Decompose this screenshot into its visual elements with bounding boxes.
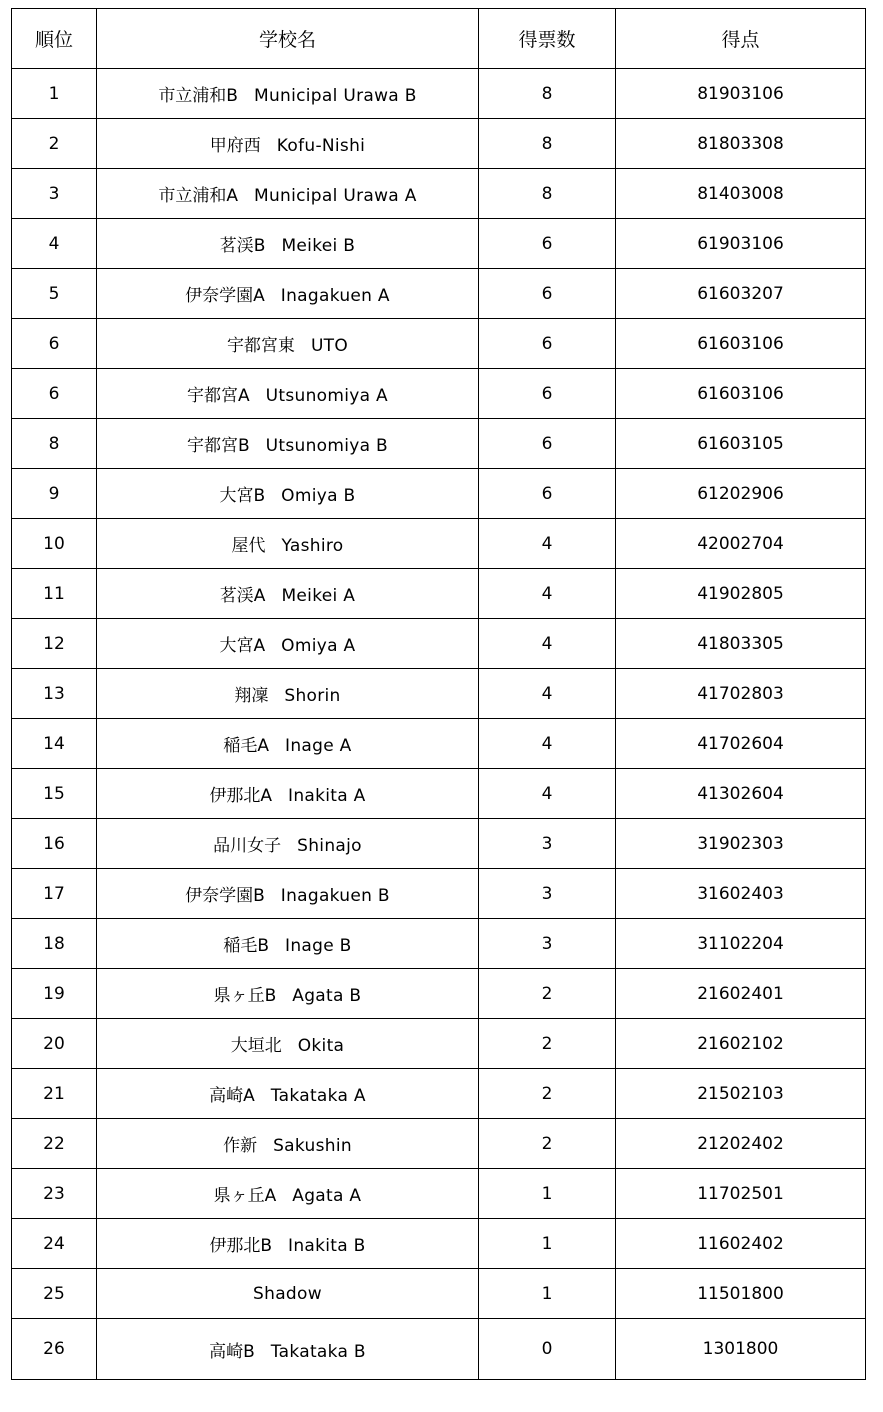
school-name-english: UTO	[310, 336, 349, 356]
score-cell: 42002704	[616, 519, 866, 569]
school-name-cell	[97, 1319, 479, 1380]
school-name-japanese: 作新	[223, 1136, 258, 1156]
school-name-english: Agata A	[292, 1186, 362, 1206]
table-body	[12, 69, 866, 1380]
votes-cell: 3	[479, 869, 616, 919]
score-cell: 61603207	[616, 269, 866, 319]
school-name-japanese: 市立浦和B	[158, 86, 238, 106]
rank-cell: 15	[12, 769, 97, 819]
score-cell: 21202402	[616, 1119, 866, 1169]
header-school-name: 学校名	[97, 9, 479, 69]
school-name-english: Agata B	[292, 986, 362, 1006]
table-row	[12, 569, 866, 619]
school-name-english: Meikei A	[281, 586, 356, 606]
rank-cell: 24	[12, 1219, 97, 1269]
school-name-english: Inage A	[285, 736, 352, 756]
score-cell: 61603106	[616, 319, 866, 369]
school-name-cell	[97, 519, 479, 569]
table-row	[12, 119, 866, 169]
table-row	[12, 369, 866, 419]
school-name-japanese: 伊那北B	[209, 1236, 273, 1256]
school-name-japanese: 高崎B	[209, 1341, 255, 1362]
table-row	[12, 719, 866, 769]
rank-cell: 3	[12, 169, 97, 219]
school-name-english: Yashiro	[281, 536, 344, 556]
votes-cell: 6	[479, 319, 616, 369]
header-score: 得点	[616, 9, 866, 69]
school-name-cell	[97, 1069, 479, 1119]
school-name-japanese: 伊那北A	[209, 786, 273, 806]
rank-cell: 2	[12, 119, 97, 169]
school-name-english: Utsunomiya A	[265, 386, 388, 406]
school-name-cell	[97, 419, 479, 469]
rank-cell: 23	[12, 1169, 97, 1219]
votes-cell: 6	[479, 219, 616, 269]
school-name-cell	[97, 219, 479, 269]
school-name-cell	[97, 469, 479, 519]
school-name-cell	[97, 819, 479, 869]
header-rank: 順位	[12, 9, 97, 69]
rank-cell: 1	[12, 69, 97, 119]
rank-cell: 9	[12, 469, 97, 519]
school-name-english: Shadow	[253, 1283, 322, 1304]
votes-cell: 1	[479, 1219, 616, 1269]
score-cell: 31602403	[616, 869, 866, 919]
votes-cell: 8	[479, 169, 616, 219]
rank-cell: 5	[12, 269, 97, 319]
score-cell: 31102204	[616, 919, 866, 969]
table-row	[12, 419, 866, 469]
score-cell: 61903106	[616, 219, 866, 269]
school-name-english: Municipal Urawa A	[253, 186, 417, 206]
school-name-cell	[97, 119, 479, 169]
score-cell: 11501800	[616, 1269, 866, 1319]
votes-cell: 3	[479, 819, 616, 869]
school-name-english: Takataka B	[270, 1341, 366, 1362]
votes-cell: 6	[479, 469, 616, 519]
rank-cell: 14	[12, 719, 97, 769]
school-name-japanese: 稲毛A	[223, 736, 270, 756]
score-cell: 11602402	[616, 1219, 866, 1269]
table-row	[12, 469, 866, 519]
school-name-japanese: 高崎A	[209, 1086, 255, 1106]
school-name-cell	[97, 169, 479, 219]
school-name-japanese: 屋代	[231, 536, 266, 556]
school-name-japanese: 甲府西	[209, 136, 261, 156]
table-row	[12, 69, 866, 119]
votes-cell: 4	[479, 769, 616, 819]
school-name-cell	[97, 69, 479, 119]
school-name-english: Inakita B	[288, 1236, 366, 1256]
rank-cell: 19	[12, 969, 97, 1019]
school-name-english: Inagakuen B	[280, 886, 390, 906]
votes-cell: 2	[479, 1069, 616, 1119]
rank-cell: 18	[12, 919, 97, 969]
votes-cell: 6	[479, 269, 616, 319]
table-row	[12, 519, 866, 569]
score-cell: 41902805	[616, 569, 866, 619]
school-name-japanese: 大宮A	[219, 636, 266, 656]
school-name-english: Shorin	[284, 686, 341, 706]
votes-cell: 4	[479, 519, 616, 569]
school-name-japanese: 翔凜	[234, 686, 269, 706]
school-name-japanese: 宇都宮A	[187, 386, 250, 406]
school-name-japanese: 県ヶ丘A	[213, 1186, 277, 1206]
rank-cell: 4	[12, 219, 97, 269]
votes-cell: 2	[479, 1119, 616, 1169]
table-row	[12, 819, 866, 869]
school-name-japanese: 県ヶ丘B	[213, 986, 277, 1006]
table-row	[12, 969, 866, 1019]
table-row	[12, 219, 866, 269]
table-row	[12, 269, 866, 319]
school-name-english: Inagakuen A	[280, 286, 390, 306]
school-name-english: Kofu-Nishi	[276, 136, 366, 156]
school-name-english: Shinajo	[297, 836, 362, 856]
table-row	[12, 319, 866, 369]
school-name-cell	[97, 619, 479, 669]
school-name-japanese: 大垣北	[230, 1036, 282, 1056]
school-name-cell	[97, 769, 479, 819]
rank-cell: 20	[12, 1019, 97, 1069]
school-name-japanese: 宇都宮東	[226, 336, 295, 356]
table-row	[12, 769, 866, 819]
votes-cell: 3	[479, 919, 616, 969]
table-header-row	[12, 9, 866, 69]
school-name-english: Utsunomiya B	[265, 436, 388, 456]
score-cell: 41302604	[616, 769, 866, 819]
school-name-japanese: 伊奈学園B	[185, 886, 265, 906]
school-name-english: Meikei B	[281, 236, 356, 256]
table-row	[12, 1169, 866, 1219]
school-name-english: Inakita A	[288, 786, 366, 806]
votes-cell: 6	[479, 419, 616, 469]
rank-cell: 10	[12, 519, 97, 569]
votes-cell: 4	[479, 669, 616, 719]
school-name-english: Inage B	[285, 936, 352, 956]
votes-cell: 4	[479, 619, 616, 669]
score-cell: 41803305	[616, 619, 866, 669]
table-row	[12, 1269, 866, 1319]
table-row	[12, 1119, 866, 1169]
rank-cell: 16	[12, 819, 97, 869]
school-name-cell	[97, 1269, 479, 1319]
school-name-japanese: 市立浦和A	[158, 186, 238, 206]
school-name-japanese: 宇都宮B	[186, 436, 250, 456]
school-name-cell	[97, 1169, 479, 1219]
table-row	[12, 669, 866, 719]
school-name-cell	[97, 969, 479, 1019]
score-cell: 21602102	[616, 1019, 866, 1069]
school-name-cell	[97, 719, 479, 769]
school-name-japanese: 品川女子	[213, 836, 282, 856]
school-name-cell	[97, 569, 479, 619]
school-name-japanese: 茗渓A	[219, 586, 266, 606]
school-name-cell	[97, 369, 479, 419]
table-row	[12, 1019, 866, 1069]
table-row	[12, 919, 866, 969]
rank-cell: 6	[12, 369, 97, 419]
school-name-english: Omiya B	[281, 486, 356, 506]
votes-cell: 1	[479, 1169, 616, 1219]
school-name-english: Takataka A	[270, 1086, 366, 1106]
rank-cell: 22	[12, 1119, 97, 1169]
school-name-cell	[97, 319, 479, 369]
rank-cell: 25	[12, 1269, 97, 1319]
header-votes: 得票数	[479, 9, 616, 69]
school-name-cell	[97, 1019, 479, 1069]
school-name-japanese: 伊奈学園A	[185, 286, 265, 306]
rank-cell: 26	[12, 1319, 97, 1380]
school-name-cell	[97, 1219, 479, 1269]
votes-cell: 2	[479, 969, 616, 1019]
votes-cell: 1	[479, 1269, 616, 1319]
score-cell: 21602401	[616, 969, 866, 1019]
votes-cell: 8	[479, 119, 616, 169]
score-cell: 1301800	[616, 1319, 866, 1380]
school-name-cell	[97, 869, 479, 919]
school-name-japanese: 稲毛B	[223, 936, 270, 956]
results-table	[11, 8, 866, 1380]
school-name-japanese: 大宮B	[219, 486, 266, 506]
school-name-english: Sakushin	[273, 1136, 352, 1156]
school-name-cell	[97, 269, 479, 319]
score-cell: 61603106	[616, 369, 866, 419]
votes-cell: 2	[479, 1019, 616, 1069]
rank-cell: 21	[12, 1069, 97, 1119]
score-cell: 61603105	[616, 419, 866, 469]
school-name-cell	[97, 1119, 479, 1169]
votes-cell: 0	[479, 1319, 616, 1380]
school-name-cell	[97, 919, 479, 969]
votes-cell: 6	[479, 369, 616, 419]
school-name-cell	[97, 669, 479, 719]
score-cell: 31902303	[616, 819, 866, 869]
rank-cell: 11	[12, 569, 97, 619]
rank-cell: 17	[12, 869, 97, 919]
score-cell: 61202906	[616, 469, 866, 519]
school-name-japanese: 茗渓B	[219, 236, 266, 256]
votes-cell: 8	[479, 69, 616, 119]
score-cell: 11702501	[616, 1169, 866, 1219]
score-cell: 81803308	[616, 119, 866, 169]
table-row	[12, 169, 866, 219]
score-cell: 21502103	[616, 1069, 866, 1119]
school-name-english: Municipal Urawa B	[253, 86, 417, 106]
table-row	[12, 1069, 866, 1119]
table-row	[12, 1219, 866, 1269]
score-cell: 81403008	[616, 169, 866, 219]
score-cell: 81903106	[616, 69, 866, 119]
table-row	[12, 869, 866, 919]
votes-cell: 4	[479, 719, 616, 769]
score-cell: 41702604	[616, 719, 866, 769]
rank-cell: 13	[12, 669, 97, 719]
school-name-english: Omiya A	[281, 636, 356, 656]
rank-cell: 6	[12, 319, 97, 369]
table-row	[12, 619, 866, 669]
score-cell: 41702803	[616, 669, 866, 719]
votes-cell: 4	[479, 569, 616, 619]
rank-cell: 8	[12, 419, 97, 469]
school-name-english: Okita	[297, 1036, 345, 1056]
table-row	[12, 1319, 866, 1380]
rank-cell: 12	[12, 619, 97, 669]
